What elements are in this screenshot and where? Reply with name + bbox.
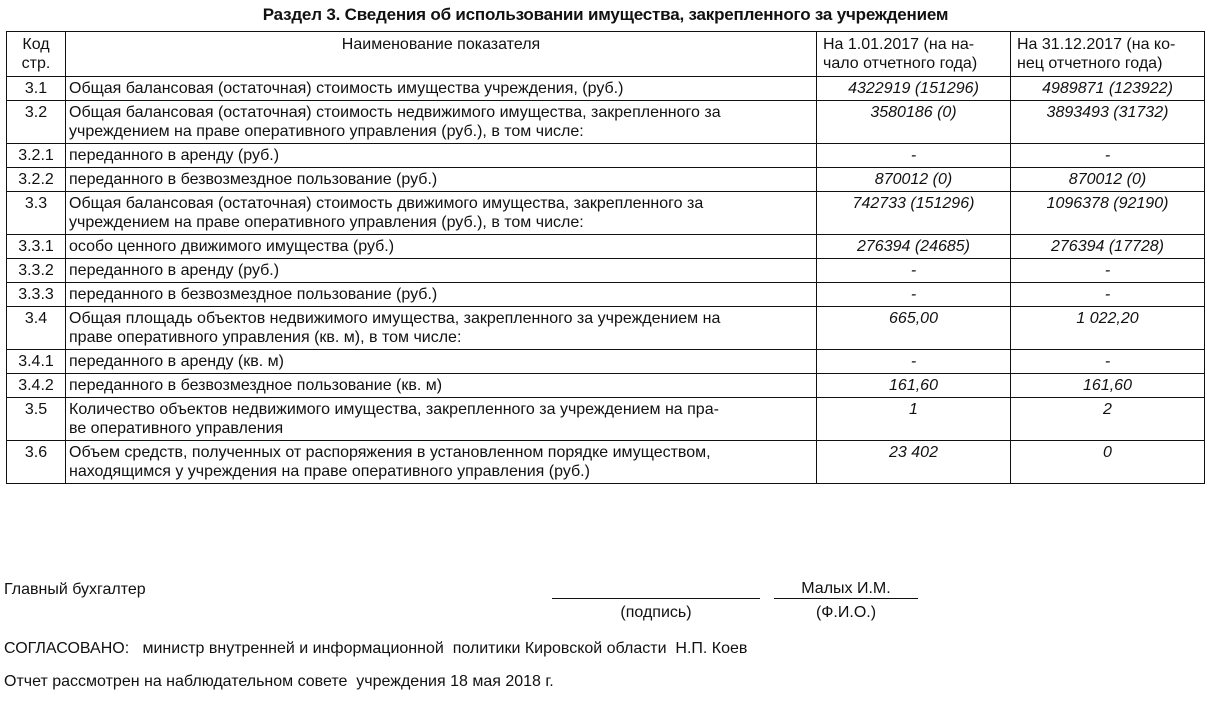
row-code: 3.5 [7, 398, 66, 441]
row-name-line: Общая балансовая (остаточная) стоимость недвижимого имущества, закрепленного за [69, 104, 721, 121]
row-start-value: 4322919 (151296) [817, 77, 1011, 101]
table-row [7, 235, 1205, 259]
fio-caption: (Ф.И.О.) [815, 604, 877, 621]
header-start [817, 32, 1011, 77]
row-name: переданного в безвозмездное пользование (руб.) [66, 283, 817, 307]
row-name-line: учреждением на праве оперативного управления (руб.), в том числе: [69, 123, 584, 140]
table-row [7, 168, 1205, 192]
row-end-value: 161,60 [1011, 374, 1205, 398]
row-code: 3.2.1 [7, 144, 66, 168]
row-end-value: 276394 (17728) [1011, 235, 1205, 259]
row-start-value: 23 402 [817, 441, 1011, 484]
row-name-line: учреждением на праве оперативного управления (руб.), в том числе: [69, 214, 584, 231]
row-name: переданного в безвозмездное пользование (кв. м) [66, 374, 817, 398]
header-start-line: На 1.01.2017 (на на- [823, 36, 975, 53]
row-end-value: - [1011, 350, 1205, 374]
row-code: 3.4.1 [7, 350, 66, 374]
review-line: Отчет рассмотрен на наблюдательном совете учреждения 18 мая 2018 г. [4, 673, 554, 690]
header-end [1011, 32, 1205, 77]
table-row [7, 77, 1205, 101]
row-start-value: 1 [817, 398, 1011, 441]
row-end-value: - [1011, 283, 1205, 307]
row-start-value: 3580186 (0) [817, 101, 1011, 144]
row-code: 3.1 [7, 77, 66, 101]
row-name: переданного в аренду (кв. м) [66, 350, 817, 374]
row-code: 3.4 [7, 307, 66, 350]
row-name [66, 192, 817, 235]
signature-line [552, 598, 760, 599]
header-name: Наименование показателя [66, 32, 817, 77]
table-row [7, 374, 1205, 398]
row-name-line: праве оперативного управления (кв. м), в том числе: [69, 329, 462, 346]
table-row [7, 259, 1205, 283]
header-code [7, 32, 66, 77]
table-header-row [7, 32, 1205, 77]
fio-value: Малых И.М. [801, 580, 891, 597]
header-code-line: Код [22, 36, 50, 53]
row-code: 3.3.2 [7, 259, 66, 283]
row-name-line: Объем средств, полученных от распоряжения в установленном порядке имуществом, [69, 444, 711, 461]
row-end-value: - [1011, 259, 1205, 283]
row-name-line: ве оперативного управления [69, 420, 284, 437]
signature-caption: (подпись) [620, 604, 692, 621]
row-end-value: 3893493 (31732) [1011, 101, 1205, 144]
row-name-line: Общая площадь объектов недвижимого имущества, закрепленного за учреждением на [69, 310, 721, 327]
row-name: переданного в аренду (руб.) [66, 259, 817, 283]
header-code-line: стр. [21, 55, 51, 72]
approval-line: СОГЛАСОВАНО: министр внутренней и информационной политики Кировской области Н.П. Коев [4, 640, 748, 657]
row-start-value: - [817, 350, 1011, 374]
row-code: 3.3 [7, 192, 66, 235]
row-start-value: 665,00 [817, 307, 1011, 350]
row-start-value: 161,60 [817, 374, 1011, 398]
header-end-line: На 31.12.2017 (на ко- [1017, 36, 1176, 53]
row-start-value: - [817, 144, 1011, 168]
row-name: Общая балансовая (остаточная) стоимость имущества учреждения, (руб.) [66, 77, 817, 101]
section-title: Раздел 3. Сведения об использовании имущества, закрепленного за учреждением [262, 5, 949, 24]
row-end-value: 870012 (0) [1011, 168, 1205, 192]
table-row [7, 441, 1205, 484]
row-code: 3.2.2 [7, 168, 66, 192]
row-start-value: 742733 (151296) [817, 192, 1011, 235]
chief-accountant-label: Главный бухгалтер [4, 581, 146, 598]
row-code: 3.6 [7, 441, 66, 484]
table-row [7, 307, 1205, 350]
row-code: 3.3.3 [7, 283, 66, 307]
row-name-line: Общая балансовая (остаточная) стоимость движимого имущества, закрепленного за [69, 195, 704, 212]
table-row [7, 101, 1205, 144]
row-name [66, 307, 817, 350]
row-code: 3.4.2 [7, 374, 66, 398]
row-name [66, 101, 817, 144]
fio-line [774, 598, 918, 599]
row-end-value: 1 022,20 [1011, 307, 1205, 350]
row-start-value: 870012 (0) [817, 168, 1011, 192]
row-end-value: 2 [1011, 398, 1205, 441]
row-end-value: 1096378 (92190) [1011, 192, 1205, 235]
row-end-value: - [1011, 144, 1205, 168]
row-code: 3.3.1 [7, 235, 66, 259]
header-start-line: чало отчетного года) [823, 55, 978, 72]
row-start-value: 276394 (24685) [817, 235, 1011, 259]
row-name [66, 441, 817, 484]
row-name: особо ценного движимого имущества (руб.) [66, 235, 817, 259]
property-table [6, 31, 1205, 484]
header-end-line: нец отчетного года) [1017, 55, 1163, 72]
row-end-value: 4989871 (123922) [1011, 77, 1205, 101]
row-end-value: 0 [1011, 441, 1205, 484]
row-name [66, 398, 817, 441]
row-code: 3.2 [7, 101, 66, 144]
table-row [7, 144, 1205, 168]
table-row [7, 350, 1205, 374]
table-row [7, 283, 1205, 307]
row-name-line: находящимся у учреждения на праве оперативного управления (руб.) [69, 463, 590, 480]
row-name: переданного в безвозмездное пользование (руб.) [66, 168, 817, 192]
row-name-line: Количество объектов недвижимого имущества, закрепленного за учреждением на пра- [69, 401, 719, 418]
table-row [7, 192, 1205, 235]
row-name: переданного в аренду (руб.) [66, 144, 817, 168]
row-start-value: - [817, 259, 1011, 283]
row-start-value: - [817, 283, 1011, 307]
table-row [7, 398, 1205, 441]
